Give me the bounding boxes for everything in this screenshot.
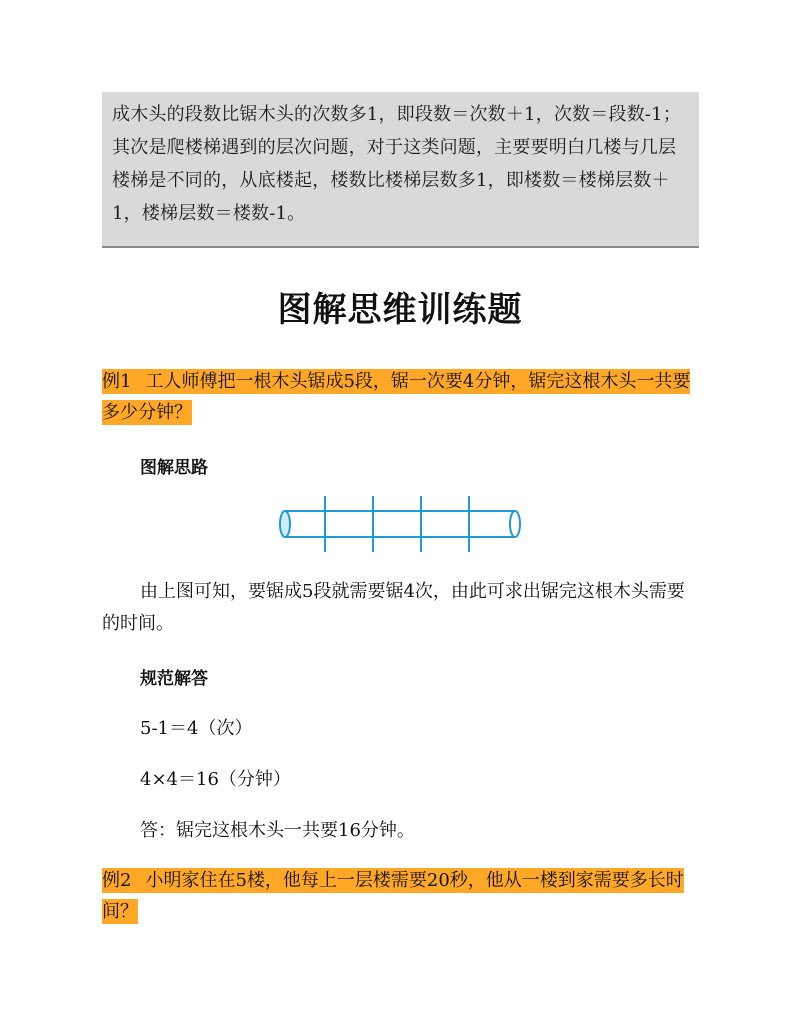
note-text: 成木头的段数比锯木头的次数多1，即段数＝次数＋1，次数＝段数-1；其次是爬楼梯遇到的层次问题，对于这类问题，主要要明白几楼与几层楼梯是不同的，从底楼起，楼数比楼梯层数多1，即楼数＝楼梯层数＋1，楼梯层数＝楼数-1。 (112, 104, 682, 224)
approach-heading: 图解思路 (140, 458, 208, 478)
note-box (102, 92, 699, 248)
example-1-highlight (102, 369, 690, 425)
explanation: 由上图可知，要锯成5段就需要锯4次，由此可求出锯完这根木头需要的时间。 (102, 581, 685, 634)
section-title: 图解思维训练题 (277, 290, 523, 330)
solution-heading: 规范解答 (140, 669, 208, 689)
example-2-text: 小明家住在5楼，他每上一层楼需要20秒，他从一楼到家需要多长时间？ (102, 870, 684, 922)
example-2-highlight (102, 868, 684, 924)
example-2 (102, 865, 699, 927)
log-left-end (280, 511, 290, 537)
example-1 (102, 366, 699, 428)
log-diagram (276, 494, 526, 554)
example-2-label: 例2 (102, 870, 132, 891)
example-1-text: 工人师傅把一根木头锯成5段，锯一次要4分钟，锯完这根木头一共要多少分钟？ (102, 371, 691, 423)
example-1-label: 例1 (102, 371, 132, 392)
solution-answer: 答：锯完这根木头一共要16分钟。 (140, 820, 415, 841)
log-right-end (510, 511, 520, 537)
solution-step-2: 4×4＝16（分钟） (140, 769, 291, 790)
solution-step-1: 5-1＝4（次） (140, 718, 253, 739)
